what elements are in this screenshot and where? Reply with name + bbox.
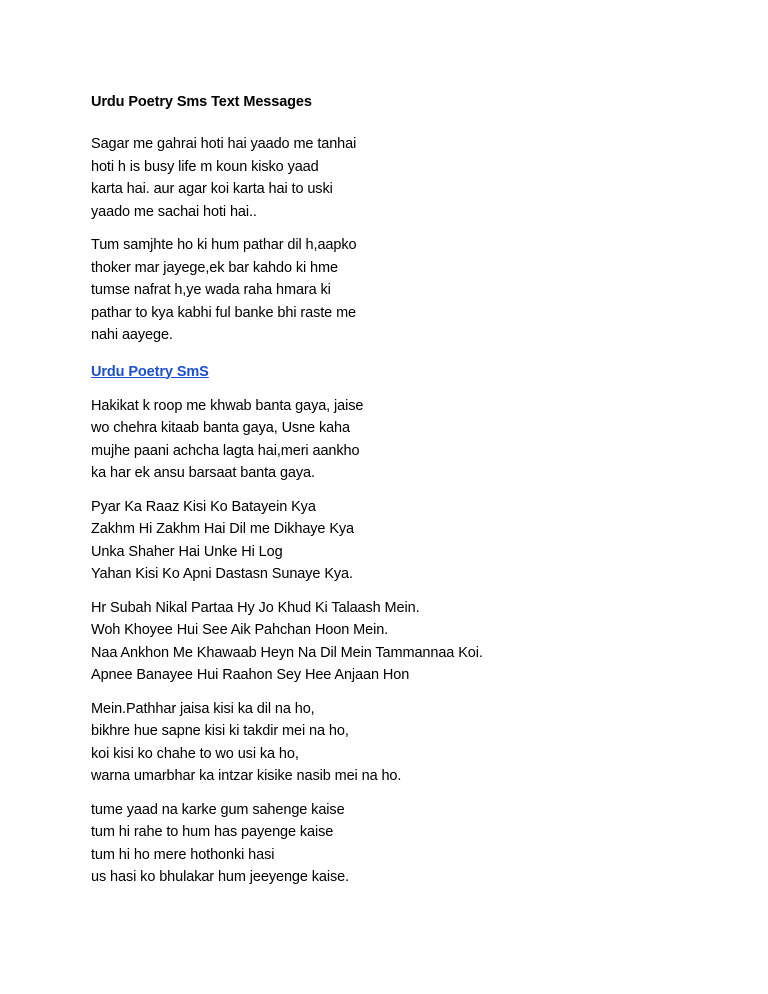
poem-line: pathar to kya kabhi ful banke bhi raste me [91,304,357,321]
poem-line: tumse nafrat h,ye wada raha hmara ki [91,282,331,298]
poem-line: wo chehra kitaab banta gaya, Usne kaha [91,420,350,436]
poem-line: hoti h is busy life m koun kisko yaad [91,158,319,175]
poem-stanza [91,799,711,889]
poem-line: yaado me sachai hoti hai.. [91,203,257,220]
poem-line: Woh Khoyee Hui See Aik Pahchan Hoon Mein. [91,622,389,638]
poem-line: Hr Subah Nikal Partaa Hy Jo Khud Ki Talaash Mein. [91,599,420,616]
poem-line: Hakikat k roop me khwab banta gaya, jaise [91,397,364,414]
poem-line: koi kisi ko chahe to wo usi ka ho, [91,745,299,762]
poem-line: Unka Shaher Hai Unke Hi Log [91,543,283,560]
poem-line: Sagar me gahrai hoti hai yaado me tanhai [91,136,357,152]
poem-line: tum hi rahe to hum has payenge kaise [91,824,334,840]
poem-line: karta hai. aur agar koi karta hai to uski [91,181,333,197]
poem-line: bikhre hue sapne kisi ki takdir mei na ho, [91,723,349,739]
poem-line: Apnee Banayee Hui Raahon Sey Hee Anjaan Hon [91,667,410,683]
poem-line: warna umarbhar ka intzar kisike nasib mei na ho. [91,768,402,784]
poem-line: Naa Ankhon Me Khawaab Heyn Na Dil Mein Tammannaa Koi. [91,644,483,661]
poem-line: thoker mar jayege,ek bar kahdo ki hme [91,259,338,276]
poem-line: mujhe paani achcha lagta hai,meri aankho [91,442,360,459]
poem-line: Zakhm Hi Zakhm Hai Dil me Dikhaye Kya [91,521,355,537]
poem-line: Yahan Kisi Ko Apni Dastasn Sunaye Kya. [91,566,353,582]
poem-line: ka har ek ansu barsaat banta gaya. [91,465,315,481]
poem-line: Pyar Ka Raaz Kisi Ko Batayein Kya [91,498,316,515]
poem-stanza [91,395,711,485]
poem-stanza [91,698,711,788]
urdu-poetry-sms-link[interactable]: Urdu Poetry SmS [91,363,209,380]
poem-line: us hasi ko bhulakar hum jeeyenge kaise. [91,869,350,885]
poem-line: Mein.Pathhar jaisa kisi ka dil na ho, [91,700,315,717]
poem-stanza [91,234,711,347]
poem-line: tume yaad na karke gum sahenge kaise [91,801,345,818]
poem-stanza [91,133,711,223]
poem-line: Tum samjhte ho ki hum pathar dil h,aapko [91,237,357,253]
document-title: Urdu Poetry Sms Text Messages [91,94,312,110]
document-body [91,88,711,900]
link-container [91,358,711,386]
poem-line: nahi aayege. [91,327,173,343]
poem-stanza [91,496,711,586]
poem-stanza [91,597,711,687]
poem-line: tum hi ho mere hothonki hasi [91,846,275,863]
